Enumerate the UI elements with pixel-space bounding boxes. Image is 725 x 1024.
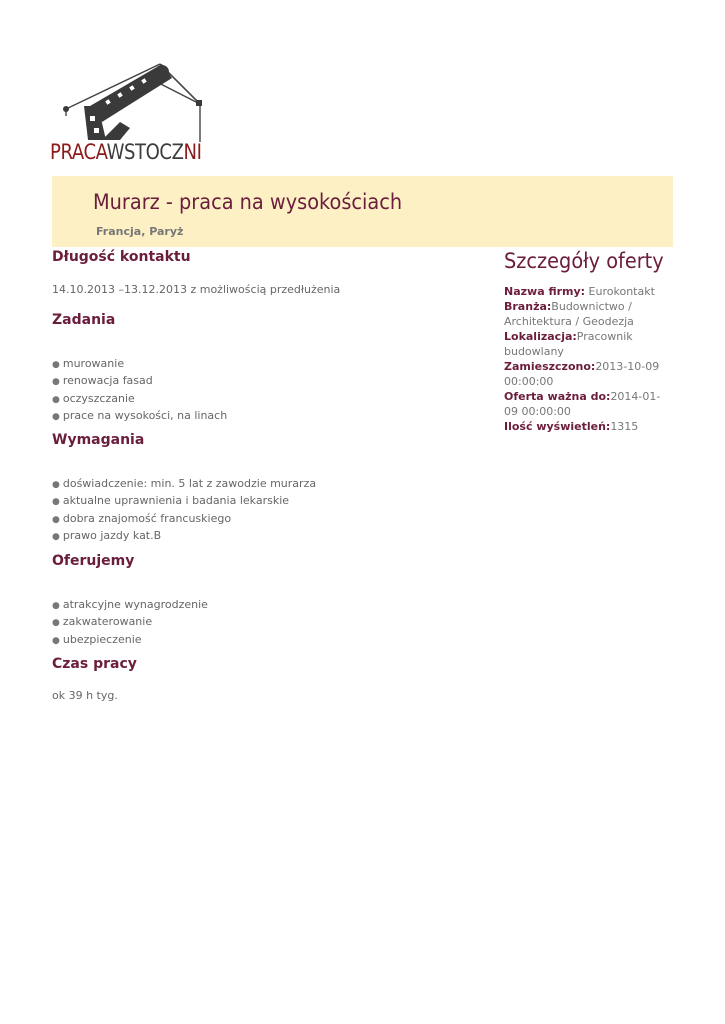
list-item: ● prace na wysokości, na linach (52, 408, 228, 422)
offer-header-banner (52, 176, 673, 247)
list-item: ● prawo jazdy kat.B (52, 528, 162, 542)
logo-text-part1: PRACA (50, 140, 107, 164)
logo-text-part2: WSTOCZ (106, 140, 184, 164)
list-item: ● aktualne uprawnienia i badania lekarskie (52, 494, 290, 508)
offer-benefits-list (52, 597, 208, 649)
logo-text-part3: NI (183, 140, 202, 164)
detail-valid-until: Oferta ważna do:2014-01-09 00:00:00 (504, 390, 661, 418)
list-item: ● dobra znajomość francuskiego (52, 511, 232, 525)
contract-length-heading: Długość kontaktu (52, 249, 191, 265)
job-location: Francja, Paryż (96, 225, 184, 238)
detail-company: Nazwa firmy: Eurokontakt (504, 285, 655, 298)
requirements-list (52, 476, 316, 545)
detail-industry: Branża:Budownictwo / Architektura / Geodezja (504, 300, 634, 328)
contract-length-text: 14.10.2013 –13.12.2013 z możliwością przedłużenia (52, 283, 341, 296)
offer-benefits-heading: Oferujemy (52, 553, 135, 569)
detail-posted: Zamieszczono:2013-10-09 00:00:00 (504, 360, 660, 388)
list-item: ● zakwaterowanie (52, 615, 153, 629)
tasks-list (52, 356, 227, 425)
list-item: ● oczyszczanie (52, 391, 135, 405)
list-item: ● renowacja fasad (52, 374, 153, 388)
requirements-heading: Wymagania (52, 432, 145, 448)
list-item: ● ubezpieczenie (52, 632, 142, 646)
list-item: ● atrakcyjne wynagrodzenie (52, 598, 208, 611)
site-logo[interactable] (50, 56, 240, 168)
detail-views: Ilość wyświetleń:1315 (504, 420, 639, 433)
tasks-heading: Zadania (52, 312, 116, 328)
details-title: Szczegóły oferty (504, 249, 664, 273)
list-item: ● murowanie (52, 357, 125, 370)
job-title: Murarz - praca na wysokościach (93, 190, 403, 214)
work-time-heading: Czas pracy (52, 656, 137, 672)
logo-wordmark (50, 140, 202, 164)
detail-location: Lokalizacja:Pracownik budowlany (504, 330, 633, 358)
details-list (504, 284, 674, 434)
list-item: ● doświadczenie: min. 5 lat z zawodzie murarza (52, 477, 317, 490)
crane-icon (50, 56, 210, 146)
work-time-text: ok 39 h tyg. (52, 689, 118, 702)
